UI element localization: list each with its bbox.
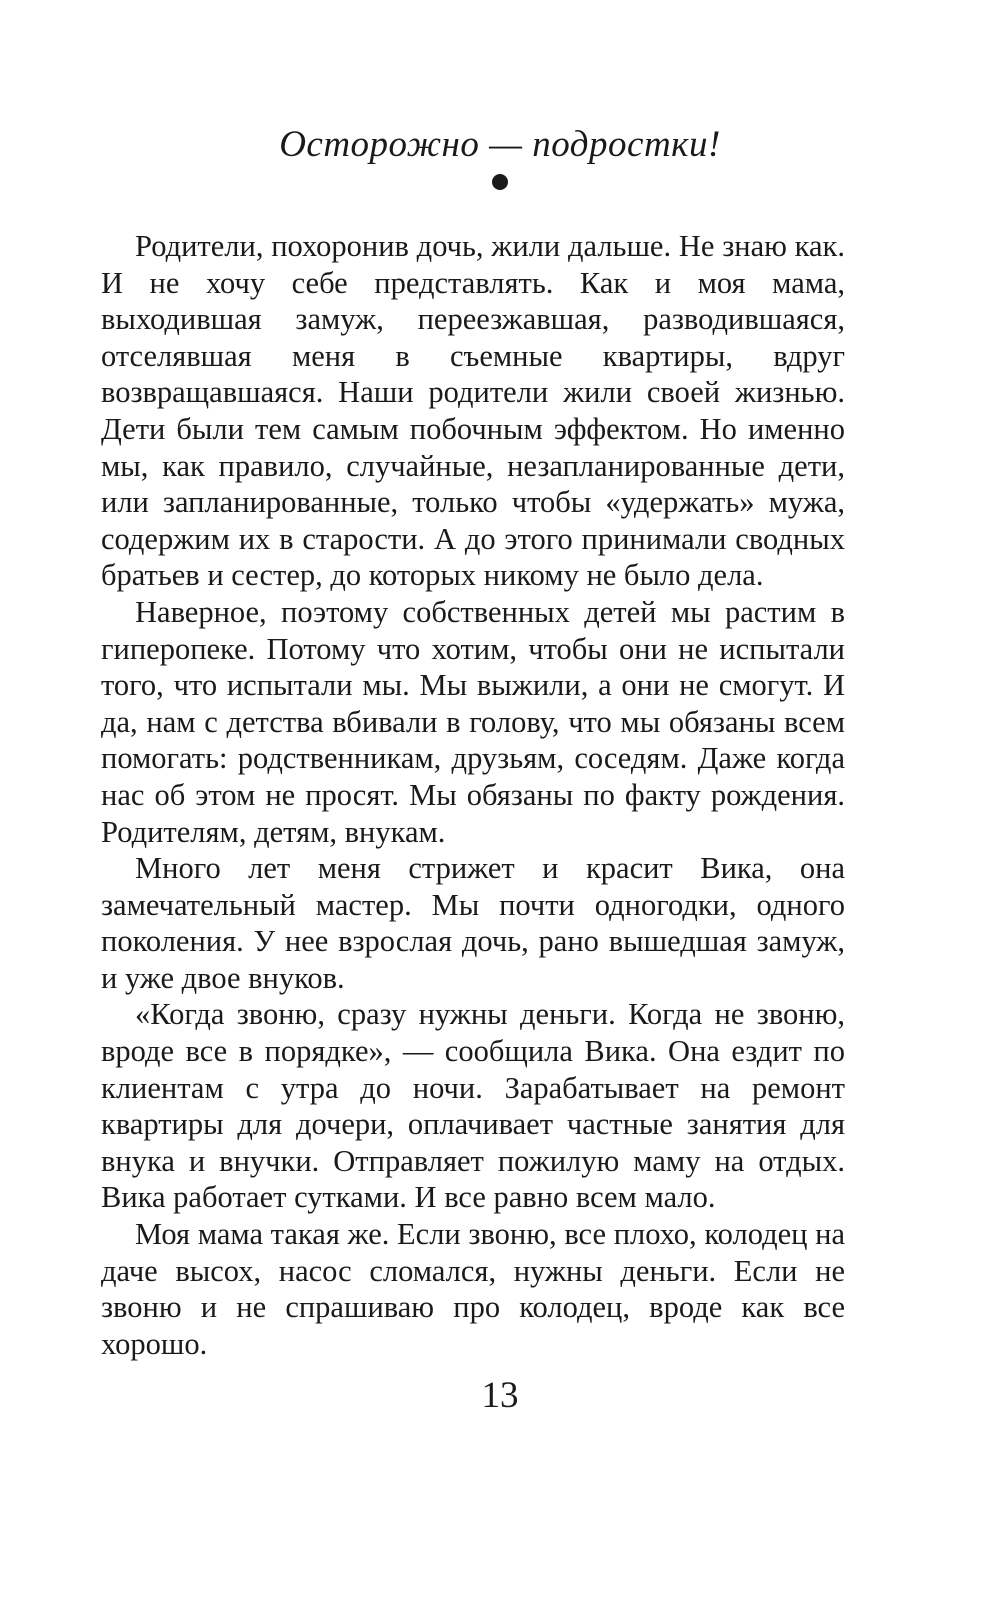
running-head: Осторожно — подростки! — [279, 124, 721, 165]
body-text — [101, 228, 845, 1362]
paragraph: «Когда звоню, сразу нужны деньги. Когда не звоню, вроде все в порядке», — сообщила Вика. Она ездит по клиентам с утра до ночи. Зарабатывает на ремонт квартиры для дочери, оплачивает частные занятия для внука и внучки. Отправляет пожилую маму на отдых. Вика работает сутками. И все равно всем мало. — [101, 997, 845, 1215]
paragraph: Наверное, поэтому собственных детей мы растим в гиперопеке. Потому что хотим, чтобы они не испытали того, что испытали мы. Мы выжили, а они не смогут. И да, нам с детства вбивали в голову, что мы обязаны всем помогать: родственникам, друзьям, соседям. Даже когда нас об этом не просят. Мы обязаны по факту рождения. Родителям, детям, внукам. — [101, 594, 845, 849]
page-number: 13 — [481, 1375, 519, 1416]
paragraph: Моя мама такая же. Если звоню, все плохо, колодец на даче высох, насос сломался, нужны деньги. Если не звоню и не спрашиваю про колодец, вроде как все хорошо. — [101, 1217, 845, 1361]
paragraph: Родители, похоронив дочь, жили дальше. Не знаю как. И не хочу себе представлять. Как и моя мама, выходившая замуж, переезжавшая, разводившаяся, отселявшая меня в съемные квартиры, вдруг возвращавшаяся. Наши родители жили своей жизнью. Дети были тем самым побочным эффектом. Но именно мы, как правило, случайные, незапланированные дети, или запланированные, только чтобы «удержать» мужа, содержим их в старости. А до этого принимали сводных братьев и сестер, до которых никому не было дела. — [101, 229, 845, 593]
paragraph: Много лет меня стрижет и красит Вика, она замечательный мастер. Мы почти одногодки, одного поколения. У нее взрослая дочь, рано вышедшая замуж, и уже двое внуков. — [101, 851, 845, 995]
bullet-ornament-icon — [492, 174, 508, 190]
